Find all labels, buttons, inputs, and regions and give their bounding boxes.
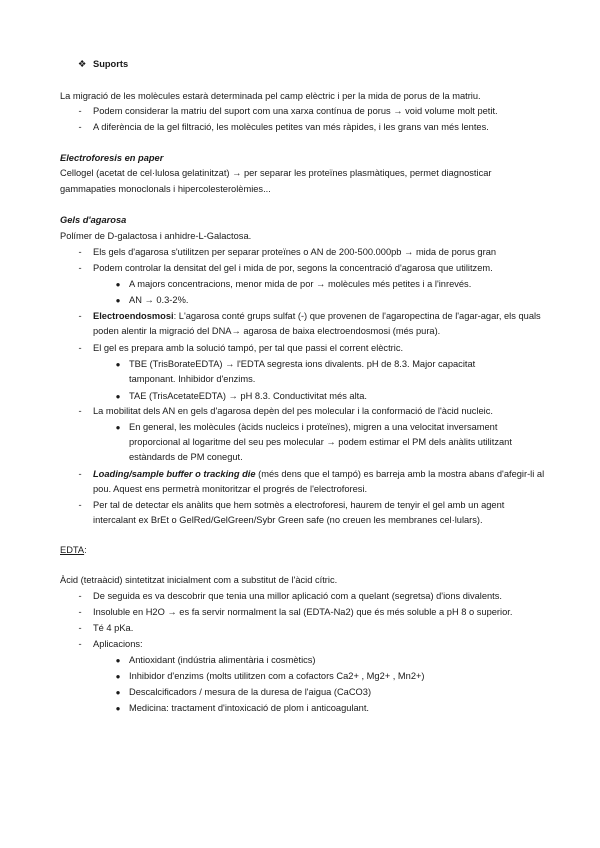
edta-application-2: Inhibidor d'enzims (molts utilitzen com a cofactors Ca2+ , Mg2+ , Mn2+) [129, 671, 425, 681]
edta-item-3: Té 4 pKa. [93, 623, 134, 633]
bullet-icon: ● [115, 656, 121, 665]
edta-title: EDTA [60, 545, 85, 555]
agarosa-item-5: La mobilitat dels AN en gels d'agarosa depèn del pes molecular i la conformació de l'àcid nucleic. [93, 406, 493, 416]
edta-item-4: Aplicacions: [93, 639, 143, 649]
agarosa-item-4-sub-1: TBE (TrisBorateEDTA) → l'EDTA segresta ions divalents. pH de 8.3. Major capacitat tamponant. Inhibidor d'enzims. [129, 359, 476, 385]
dash-marker: - [78, 639, 82, 649]
bullet-icon: ● [115, 296, 121, 305]
section-heading-suports: Suports [93, 59, 129, 69]
bullet-icon: ● [115, 280, 121, 289]
dash-marker: - [78, 500, 82, 510]
edta-title-colon: : [84, 545, 87, 555]
loading-buffer-definition: (més dens que el tampó) es barreja amb la mostra abans d'afegir-li al pou. Aquest ens permetrà monitoritzar el progrés de l'electroforesi. [93, 469, 545, 495]
bullet-icon: ● [115, 423, 121, 432]
section-heading-agarosa: Gels d'agarosa [60, 215, 127, 225]
agarosa-item-2-sub-2: AN → 0.3-2%. [129, 295, 189, 305]
edta-item-1: De seguida es va descobrir que tenia una millor aplicació com a quelant (segretsa) d'ions divalents. [93, 591, 502, 601]
paper-text-line-1: Cellogel (acetat de cel·lulosa gelatinitzat) → per separar les proteïnes plasmàtiques, permet diagnosticar [60, 168, 492, 178]
agarosa-item-2: Podem controlar la densitat del gel i mida de por, segons la concentració d'agarosa que utilitzem. [93, 263, 493, 273]
bullet-icon: ● [115, 688, 121, 697]
agarosa-item-4-sub-2: TAE (TrisAcetateEDTA) → pH 8.3. Conductivitat més alta. [129, 391, 368, 401]
agarosa-item-6 [93, 467, 548, 497]
section-heading-edta [60, 543, 87, 558]
agarosa-item-5-sub: En general, les molècules (àcids nucleics i proteïnes), migren a una velocitat inversament proporcional al logaritme del seu pes molecular → podem estimar el PM dels anàlits utilitzant estàndards de PM conegut. [129, 422, 512, 463]
agarosa-item-1: Els gels d'agarosa s'utilitzen per separar proteïnes o AN de 200-500.000pb → mida de porus gran [93, 247, 497, 257]
agarosa-item-4: El gel es prepara amb la solució tampó, per tal que passi el corrent elèctric. [93, 343, 404, 353]
edta-application-3: Descalcificadors / mesura de la duresa de l'aigua (CaCO3) [129, 687, 372, 697]
paper-text-line-2: gammapaties monoclonals i hipercolesterolèmies... [60, 184, 271, 194]
edta-item-2: Insoluble en H2O → es fa servir normalment la sal (EDTA-Na2) que és més soluble a pH 8 o superior. [93, 607, 513, 617]
agarosa-item-2-sub-1: A majors concentracions, menor mida de por → molècules més petites i a l'inrevés. [129, 279, 472, 289]
diamond-bullet-icon: ❖ [77, 59, 87, 69]
dash-marker: - [78, 469, 82, 479]
suports-intro: La migració de les molècules estarà determinada pel camp elèctric i per la mida de porus de la matriu. [60, 91, 481, 101]
dash-marker: - [78, 591, 82, 601]
dash-marker: - [78, 343, 82, 353]
agarosa-item-3 [93, 309, 548, 339]
dash-marker: - [78, 106, 82, 116]
electroendosmosi-term: Electroendosmosi [93, 311, 174, 321]
dash-marker: - [78, 406, 82, 416]
edta-application-1: Antioxidant (indústria alimentària i cosmètics) [129, 655, 316, 665]
dash-marker: - [78, 122, 82, 132]
bullet-icon: ● [115, 392, 121, 401]
agarosa-intro: Polímer de D-galactosa i anhidre-L-Galactosa. [60, 231, 252, 241]
bullet-icon: ● [115, 360, 121, 369]
dash-marker: - [78, 247, 82, 257]
dash-marker: - [78, 607, 82, 617]
section-heading-paper: Electroforesis en paper [60, 153, 164, 163]
agarosa-item-7: Per tal de detectar els anàlits que hem sotmès a electroforesi, haurem de tenyir el gel amb un agent intercalant ex BrEt o GelRed/GelGreen/Sybr Green safe (no creuen les membranes cel·lulars). [93, 500, 505, 526]
bullet-icon: ● [115, 672, 121, 681]
suports-item-2: A diferència de la gel filtració, les molècules petites van més ràpides, i les grans van més lentes. [93, 122, 489, 132]
edta-intro: Àcid (tetraàcid) sintetitzat inicialment com a substitut de l'àcid cítric. [60, 575, 338, 585]
dash-marker: - [78, 623, 82, 633]
loading-buffer-term: Loading/sample buffer o tracking die [93, 469, 256, 479]
suports-item-1: Podem considerar la matriu del suport com una xarxa contínua de porus → void volume molt petit. [93, 106, 498, 116]
dash-marker: - [78, 311, 82, 321]
edta-application-4: Medicina: tractament d'intoxicació de plom i anticoagulant. [129, 703, 370, 713]
bullet-icon: ● [115, 704, 121, 713]
dash-marker: - [78, 263, 82, 273]
electroendosmosi-definition: : L'agarosa conté grups sulfat (-) que provenen de l'agaropectina de l'agar-agar, els quals poden alentir la migració del DNA→ agarosa de baixa electroendosmosi (més pura). [93, 311, 541, 337]
